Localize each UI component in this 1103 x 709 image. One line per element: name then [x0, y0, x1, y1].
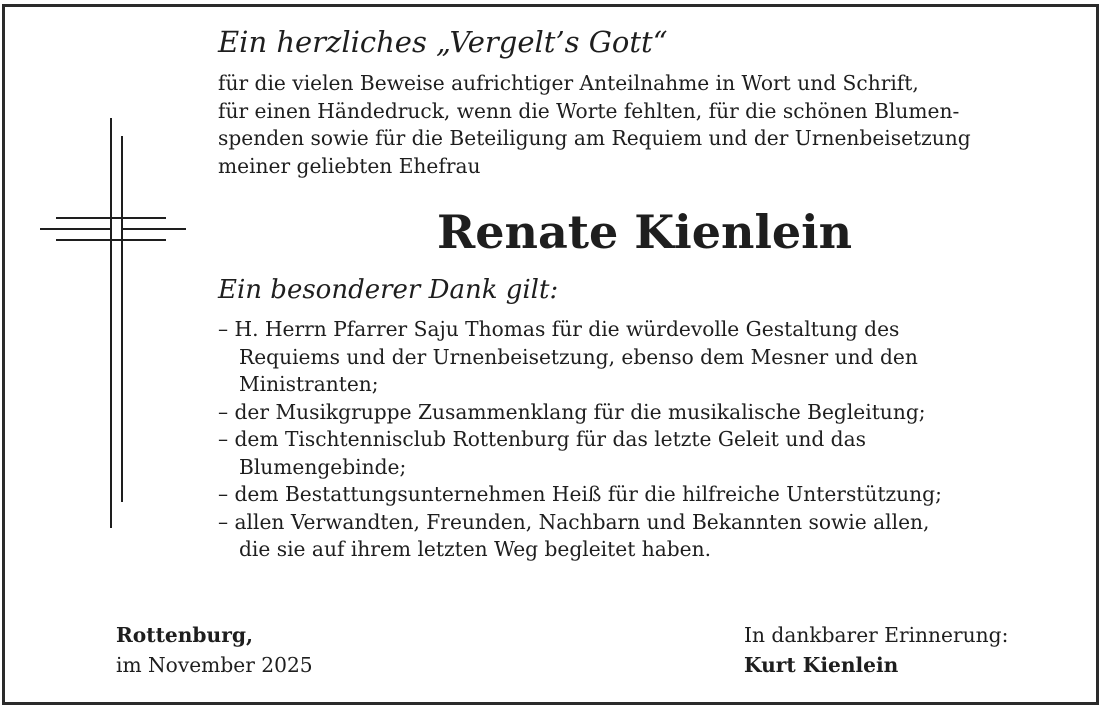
closing-text: In dankbarer Erinnerung:: [744, 623, 1009, 647]
intro-line: für einen Händedruck, wenn die Worte fehlten, für die schönen Blumen-: [218, 98, 960, 123]
list-item: [218, 509, 1078, 564]
intro-line: spenden sowie für die Beteiligung am Requiem und der Urnenbeisetzung: [218, 126, 971, 150]
list-item-first-line: – dem Tischtennisclub Rottenburg für das letzte Geleit und das: [218, 427, 866, 451]
signer-name: Kurt Kienlein: [744, 653, 899, 677]
list-item-continuation: Requiems und der Urnenbeisetzung, ebenso dem Mesner und den: [239, 344, 918, 369]
heading: Ein herzliches „Vergelt’s Gott“: [218, 25, 668, 59]
place-date-block: [116, 620, 313, 680]
thanks-list: [218, 316, 1078, 564]
special-thanks-heading: Ein besonderer Dank gilt:: [218, 275, 559, 305]
signature-block: [744, 620, 1008, 680]
list-item-continuation: die sie auf ihrem letzten Weg begleitet haben.: [239, 537, 712, 561]
place: Rottenburg,: [116, 623, 253, 647]
intro-text: [218, 70, 1078, 180]
deceased-name: Renate Kienlein: [437, 205, 853, 259]
intro-line: meiner geliebten Ehefrau: [218, 153, 481, 178]
cross-icon: [40, 118, 186, 528]
list-item: [218, 481, 1078, 509]
list-item-continuation: Ministranten;: [239, 372, 379, 396]
list-item-first-line: – der Musikgruppe Zusammenklang für die musikalische Begleitung;: [218, 399, 926, 424]
list-item-first-line: – allen Verwandten, Freunden, Nachbarn und Bekannten sowie allen,: [218, 509, 930, 534]
list-item: [218, 399, 1078, 427]
list-item-first-line: – H. Herrn Pfarrer Saju Thomas für die würdevolle Gestaltung des: [218, 317, 900, 341]
date: im November 2025: [116, 653, 313, 677]
intro-line: für die vielen Beweise aufrichtiger Anteilnahme in Wort und Schrift,: [218, 71, 919, 95]
list-item: [218, 316, 1078, 399]
list-item-continuation: Blumengebinde;: [239, 454, 407, 479]
list-item: [218, 426, 1078, 481]
list-item-first-line: – dem Bestattungsunternehmen Heiß für die hilfreiche Unterstützung;: [218, 482, 942, 506]
